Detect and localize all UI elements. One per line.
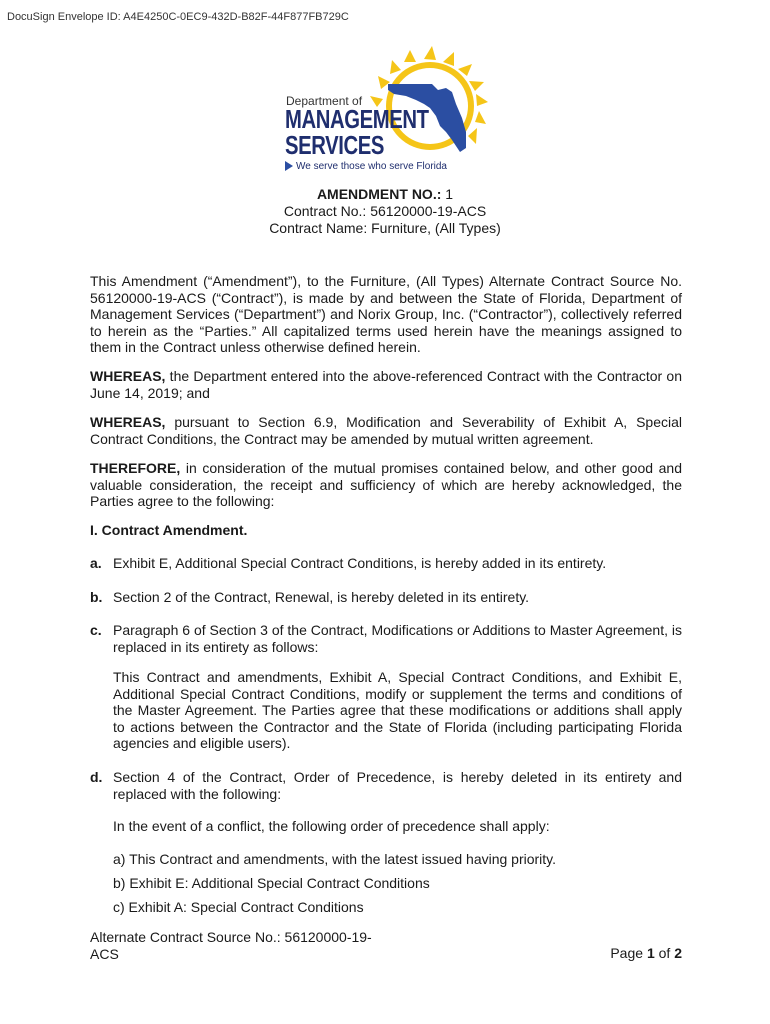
list-item-text: Paragraph 6 of Section 3 of the Contract, Modifications or Additions to Master Agreement, is replaced in its entirety as follows: bbox=[113, 622, 682, 655]
whereas-paragraph-2 bbox=[90, 414, 682, 447]
docusign-envelope-id: DocuSign Envelope ID: A4E4250C-0EC9-432D-B82F-44F877FB729C bbox=[7, 11, 349, 23]
item-d-intro: In the event of a conflict, the following order of precedence shall apply: bbox=[113, 818, 550, 834]
whereas-lead: WHEREAS, bbox=[90, 414, 166, 430]
list-item-label: d. bbox=[90, 769, 103, 785]
logo-tagline bbox=[285, 161, 447, 172]
therefore-paragraph bbox=[90, 460, 682, 510]
list-item-text: Section 4 of the Contract, Order of Precedence, is hereby deleted in its entirety and replaced with the following: bbox=[113, 769, 682, 802]
list-item-text: Exhibit E, Additional Special Contract Conditions, is hereby added in its entirety. bbox=[113, 555, 607, 571]
item-c-body: This Contract and amendments, Exhibit A, Special Contract Conditions, and Exhibit E, Additional Special Contract Conditions, modify or supplement the terms and conditions of the Master Agreement. The Parties agree that these modifications or additions shall apply to actions between the Contractor and the State of Florida (including participating Florida agencies and eligible users). bbox=[113, 669, 682, 751]
therefore-text: in consideration of the mutual promises contained below, and other good and valuable consideration, the receipt and sufficiency of which are hereby acknowledged, the Parties agree to the following: bbox=[90, 460, 682, 509]
therefore-lead: THEREFORE, bbox=[90, 460, 181, 476]
list-item bbox=[90, 589, 682, 606]
precedence-item: c) Exhibit A: Special Contract Conditions bbox=[113, 899, 364, 915]
contract-number: Contract No.: 56120000-19-ACS bbox=[283, 203, 487, 219]
precedence-item: b) Exhibit E: Additional Special Contract Conditions bbox=[113, 875, 430, 891]
amendment-label: AMENDMENT NO.: bbox=[316, 186, 442, 202]
footer-contract-source bbox=[90, 929, 372, 962]
intro-paragraph: This Amendment (“Amendment”), to the Furniture, (All Types) Alternate Contract Source No. 56120000-19-ACS (“Contract”), is made by and between the State of Florida, Department of Management Services (“Department”) and Norix Group, Inc. (“Contractor”), collectively referred to herein as the “Parties.” All capitalized terms used herein have the meanings assigned to them in the Contract unless otherwise defined herein. bbox=[90, 273, 682, 355]
logo-department-text: Department of bbox=[286, 94, 363, 108]
page-number bbox=[610, 945, 682, 962]
page-of: of bbox=[654, 945, 675, 961]
page-current: 1 bbox=[646, 945, 655, 961]
arrow-right-icon bbox=[285, 161, 293, 171]
whereas-lead: WHEREAS, bbox=[90, 368, 166, 384]
list-item-label: a. bbox=[90, 555, 102, 571]
amendment-value: 1 bbox=[441, 186, 454, 202]
amendment-header bbox=[0, 186, 770, 237]
page-word: Page bbox=[610, 945, 647, 961]
dms-logo bbox=[280, 44, 500, 174]
whereas-text: pursuant to Section 6.9, Modification and Severability of Exhibit A, Special Contract Conditions, the Contract may be amended by mutual written agreement. bbox=[90, 414, 682, 447]
logo-tagline-text: We serve those who serve Florida bbox=[296, 161, 447, 172]
logo-management-text: MANAGEMENT bbox=[285, 104, 429, 134]
logo-services-text: SERVICES bbox=[285, 130, 385, 160]
list-item bbox=[90, 555, 682, 572]
footer-line: ACS bbox=[90, 945, 119, 962]
whereas-paragraph-1 bbox=[90, 368, 682, 401]
section-title: I. Contract Amendment. bbox=[90, 522, 248, 538]
page-total: 2 bbox=[674, 945, 682, 961]
list-item-label: c. bbox=[90, 622, 102, 638]
list-item bbox=[90, 622, 682, 655]
whereas-text: the Department entered into the above-referenced Contract with the Contractor on June 14, 2019; and bbox=[90, 368, 682, 401]
list-item-label: b. bbox=[90, 589, 103, 605]
footer-line: Alternate Contract Source No.: 56120000-19- bbox=[90, 929, 372, 945]
list-item bbox=[90, 769, 682, 802]
amendment-number bbox=[0, 186, 770, 203]
contract-name: Contract Name: Furniture, (All Types) bbox=[269, 220, 501, 236]
precedence-item: a) This Contract and amendments, with the latest issued having priority. bbox=[113, 851, 557, 867]
list-item-text: Section 2 of the Contract, Renewal, is hereby deleted in its entirety. bbox=[113, 589, 530, 605]
